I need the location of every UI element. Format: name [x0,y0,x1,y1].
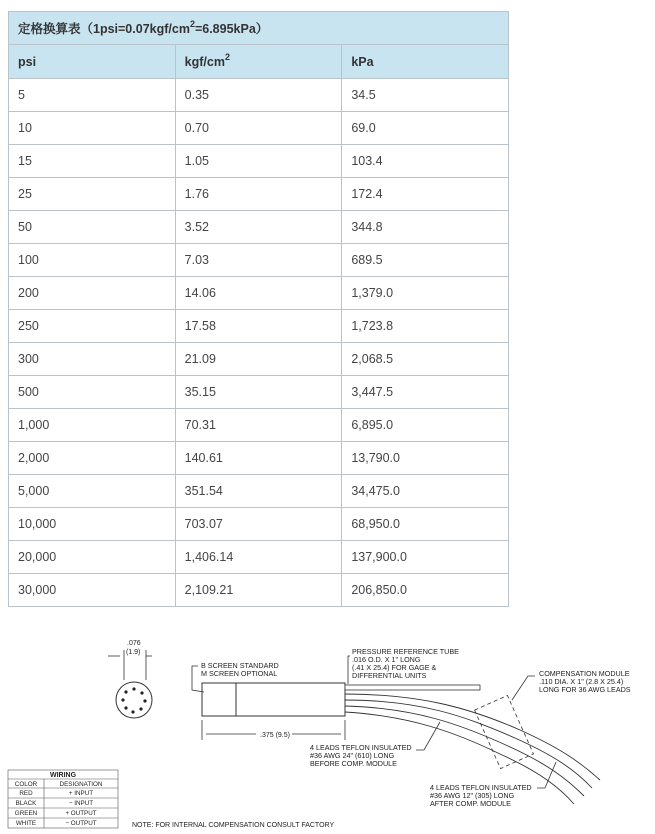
cell-psi: 20,000 [9,541,176,574]
pressure-reference-tube [345,685,480,690]
cell-kpa: 172.4 [342,178,509,211]
cell-kgf: 0.70 [175,112,342,145]
cell-kpa: 689.5 [342,244,509,277]
cell-kgf: 70.31 [175,409,342,442]
table-header-row [9,45,509,79]
table-row [9,277,509,310]
cell-kgf: 2,109.21 [175,574,342,607]
tube-label-1: PRESSURE REFERENCE TUBE [352,647,459,656]
cell-psi: 500 [9,376,176,409]
cell-psi: 100 [9,244,176,277]
cell-psi: 10,000 [9,508,176,541]
table-title: 定格换算表$(1psi=0.07kgf/cm^2=6.895kPa)$ [9,12,509,45]
leads2-label-2: #36 AWG 12" (305) LONG [430,791,515,800]
wiring-color: RED [19,790,33,797]
table-body [9,79,509,607]
cell-kgf: 17.58 [175,310,342,343]
wiring-designation: + OUTPUT [65,810,97,817]
cell-psi: 300 [9,343,176,376]
cell-psi: 250 [9,310,176,343]
cell-psi: 15 [9,145,176,178]
leads1-label-2: #36 AWG 24" (610) LONG [310,751,395,760]
cell-psi: 25 [9,178,176,211]
cell-kpa: 206,850.0 [342,574,509,607]
leads1-label-1: 4 LEADS TEFLON INSULATED [310,743,412,752]
cell-kpa: 68,950.0 [342,508,509,541]
table-row [9,145,509,178]
table-row [9,79,509,112]
screen-label-1: B SCREEN STANDARD [201,661,279,670]
sensor-body [202,683,345,716]
cell-psi: 30,000 [9,574,176,607]
comp-leader [512,676,535,700]
cell-kgf: 1.76 [175,178,342,211]
table-row [9,409,509,442]
table-row [9,442,509,475]
cell-psi: 5 [9,79,176,112]
table-row [9,343,509,376]
cell-kgf: 1.05 [175,145,342,178]
note-text: NOTE: FOR INTERNAL COMPENSATION CONSULT FACTORY [132,822,335,829]
wiring-color: GREEN [14,810,38,817]
wiring-col-color: COLOR [14,781,38,788]
leads1-label-3: BEFORE COMP. MODULE [310,759,397,768]
column-header-psi: psi [9,45,176,79]
cell-kgf: 35.15 [175,376,342,409]
column-header-kgf: kgf/$cm^2$ [175,45,342,79]
table-title-row [9,12,509,45]
length-dimension: .375 (9.5) [260,732,290,739]
column-header-kpa: kPa [342,45,509,79]
comp-label-2: .110 DIA. X 1" (2.8 X 25.4) [539,677,624,686]
cell-kpa: 6,895.0 [342,409,509,442]
cell-kpa: 103.4 [342,145,509,178]
wiring-designation: + INPUT [68,790,94,797]
wiring-col-designation: DESIGNATION [59,781,103,788]
transducer-diagram [0,630,655,834]
cell-kpa: 34.5 [342,79,509,112]
cell-kpa: 3,447.5 [342,376,509,409]
cell-psi: 2,000 [9,442,176,475]
table-row [9,541,509,574]
wiring-designation: − OUTPUT [65,820,97,827]
cell-kgf: 1,406.14 [175,541,342,574]
cell-kpa: 344.8 [342,211,509,244]
wiring-color: BLACK [15,800,37,807]
table-row [9,475,509,508]
connector-pins [121,687,146,713]
table-row [9,112,509,145]
cell-kpa: 1,723.8 [342,310,509,343]
cell-psi: 10 [9,112,176,145]
table-row [9,508,509,541]
comp-label-3: LONG FOR 36 AWG LEADS [539,685,631,694]
table-row [9,211,509,244]
cell-kgf: 14.06 [175,277,342,310]
table-row [9,178,509,211]
tube-label-2: .016 O.D. X 1" LONG [352,655,421,664]
cell-psi: 50 [9,211,176,244]
tube-leader [348,656,350,684]
leads2-label-1: 4 LEADS TEFLON INSULATED [430,783,532,792]
cell-kgf: 351.54 [175,475,342,508]
table-row [9,244,509,277]
leads1-leader [416,722,440,750]
cell-psi: 200 [9,277,176,310]
table-row [9,574,509,607]
table-row [9,376,509,409]
cell-kgf: 140.61 [175,442,342,475]
cell-kgf: 21.09 [175,343,342,376]
cell-psi: 1,000 [9,409,176,442]
cell-kgf: 3.52 [175,211,342,244]
wiring-title: WIRING [49,772,77,779]
wiring-rows [15,790,97,827]
end-view-dim-2: (1.9) [126,649,141,656]
comp-label-1: COMPENSATION MODULE [539,669,630,678]
cell-kpa: 1,379.0 [342,277,509,310]
cell-kgf: 7.03 [175,244,342,277]
wiring-color: WHITE [15,820,37,827]
leads2-label-3: AFTER COMP. MODULE [430,799,511,808]
wiring-designation: − INPUT [68,800,94,807]
cell-kgf: 0.35 [175,79,342,112]
cell-kpa: 69.0 [342,112,509,145]
conversion-table [8,11,509,607]
cell-kpa: 2,068.5 [342,343,509,376]
cell-kpa: 137,900.0 [342,541,509,574]
cell-kpa: 13,790.0 [342,442,509,475]
table-row [9,310,509,343]
cell-kpa: 34,475.0 [342,475,509,508]
tube-label-4: DIFFERENTIAL UNITS [352,671,427,680]
cell-psi: 5,000 [9,475,176,508]
screen-label-2: M SCREEN OPTIONAL [201,669,278,678]
tube-label-3: (.41 X 25.4) FOR GAGE & [352,663,437,672]
end-view-dim-1: .076 [127,640,141,647]
cell-kgf: 703.07 [175,508,342,541]
